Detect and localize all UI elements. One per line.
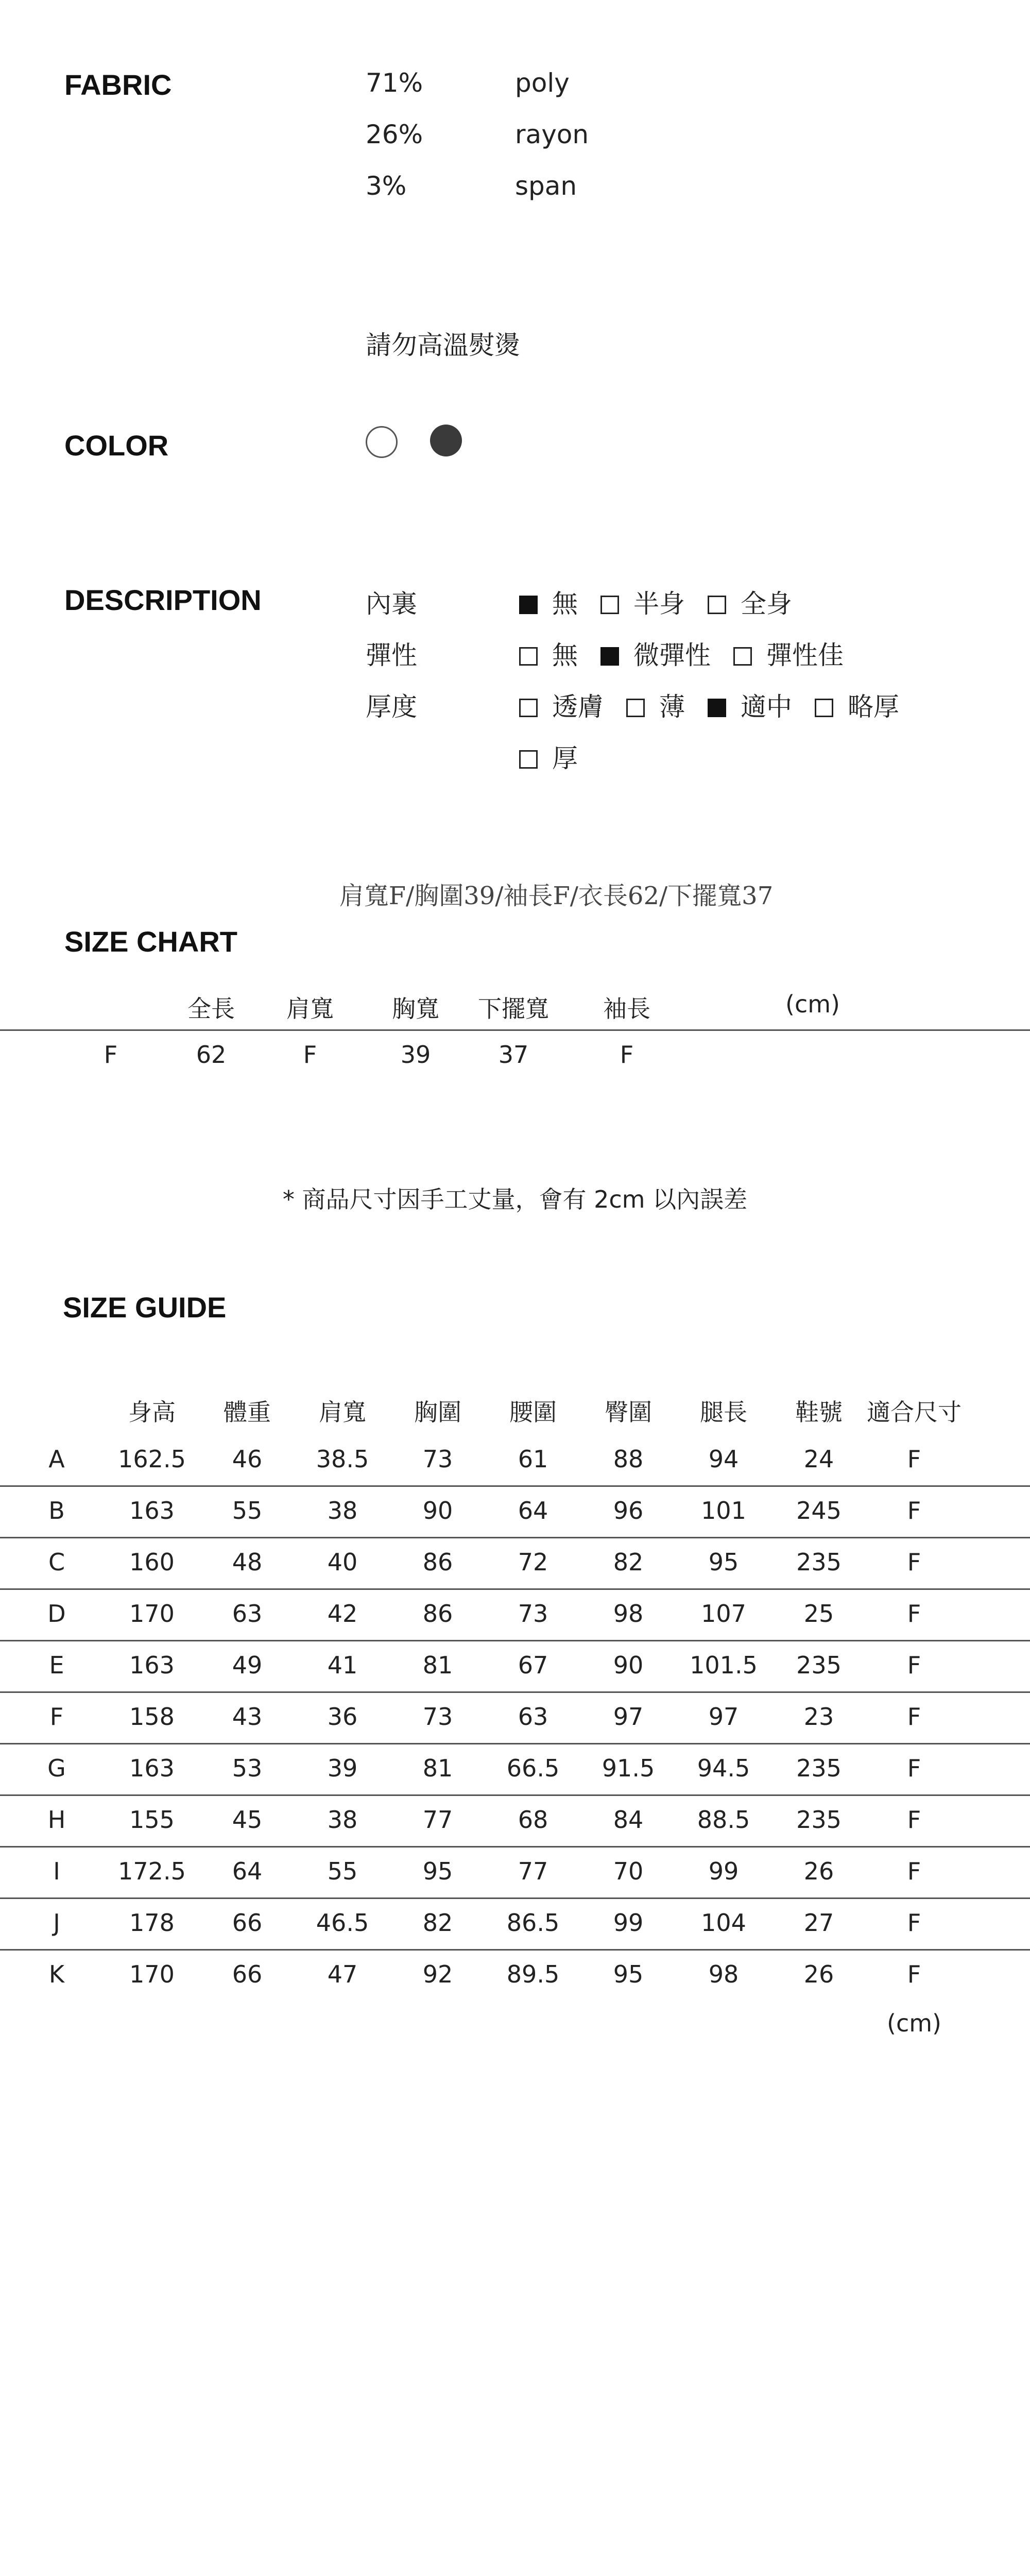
- size-guide-divider: [0, 1537, 1030, 1538]
- description-option-label: 無: [552, 589, 578, 619]
- description-option-label: 彈性佳: [766, 640, 844, 670]
- size-guide-heading: SIZE GUIDE: [63, 1291, 227, 1324]
- size-guide-cell: 81: [422, 1754, 453, 1782]
- size-guide-cell: 235: [796, 1754, 842, 1782]
- size-guide-cell: 95: [422, 1857, 453, 1885]
- size-guide-cell: I: [53, 1857, 60, 1885]
- size-guide-divider: [0, 1897, 1030, 1899]
- size-chart-row: [0, 1041, 1030, 1072]
- size-guide-cell: 95: [708, 1548, 739, 1576]
- size-guide-cell: C: [48, 1548, 65, 1576]
- size-guide-header: 腰圍: [509, 1398, 557, 1426]
- description-option-label: 厚: [552, 743, 578, 773]
- size-guide-cell: F: [907, 1909, 921, 1937]
- size-guide-cell: 73: [518, 1600, 548, 1628]
- size-guide-cell: 98: [613, 1600, 644, 1628]
- size-guide-cell: 45: [232, 1806, 263, 1834]
- size-guide-cell: 66: [232, 1960, 263, 1988]
- size-chart-cell: F: [620, 1041, 634, 1069]
- size-guide-cell: 68: [518, 1806, 548, 1834]
- size-guide-cell: 163: [129, 1651, 175, 1679]
- size-guide-cell: 235: [796, 1806, 842, 1834]
- size-guide-row: [0, 1960, 1030, 1991]
- fabric-material-1: poly: [515, 68, 570, 98]
- size-guide-cell: 38: [327, 1806, 358, 1834]
- size-guide-cell: 70: [613, 1857, 644, 1885]
- size-guide-cell: 67: [518, 1651, 548, 1679]
- size-guide-cell: B: [48, 1497, 65, 1524]
- size-guide-cell: K: [48, 1960, 65, 1988]
- size-guide-cell: 94: [708, 1445, 739, 1473]
- size-guide-cell: 96: [613, 1497, 644, 1524]
- size-guide-cell: 155: [129, 1806, 175, 1834]
- size-guide-cell: H: [47, 1806, 66, 1834]
- size-guide-cell: 64: [518, 1497, 548, 1524]
- size-guide-cell: 61: [518, 1445, 548, 1473]
- size-guide-cell: 101.5: [690, 1651, 758, 1679]
- fabric-material-3: span: [515, 171, 577, 201]
- size-guide-cell: 86.5: [506, 1909, 560, 1937]
- size-chart-cell: 39: [400, 1041, 431, 1069]
- checked-box-icon: [519, 596, 538, 614]
- description-option-label: 無: [552, 640, 578, 670]
- size-guide-cell: F: [907, 1548, 921, 1576]
- size-guide-cell: 77: [518, 1857, 548, 1885]
- size-chart-heading: SIZE CHART: [64, 925, 237, 958]
- size-guide-divider: [0, 1743, 1030, 1744]
- size-guide-cell: 63: [232, 1600, 263, 1628]
- fabric-pct-2: 26%: [366, 120, 423, 149]
- size-guide-cell: J: [53, 1909, 60, 1937]
- size-guide-cell: 97: [613, 1703, 644, 1731]
- size-guide-cell: 88: [613, 1445, 644, 1473]
- size-guide-unit: (cm): [887, 2009, 941, 2037]
- size-guide-cell: F: [907, 1600, 921, 1628]
- size-guide-cell: E: [49, 1651, 64, 1679]
- description-heading: DESCRIPTION: [64, 584, 262, 616]
- description-option-label: 略厚: [848, 692, 899, 722]
- size-guide-cell: 41: [327, 1651, 358, 1679]
- size-guide-cell: 160: [129, 1548, 175, 1576]
- size-guide-cell: F: [907, 1497, 921, 1524]
- size-guide-divider: [0, 1588, 1030, 1590]
- size-guide-divider: [0, 1794, 1030, 1796]
- checked-box-icon: [708, 699, 726, 717]
- description-option-label: 薄: [659, 692, 685, 722]
- size-guide-row: [0, 1909, 1030, 1940]
- color-heading: COLOR: [64, 429, 169, 462]
- size-chart-note: * 商品尺寸因手工丈量，會有 2cm 以內誤差: [282, 1185, 748, 1213]
- unchecked-box-icon: [519, 647, 538, 666]
- care-note: 請勿高溫熨燙: [366, 330, 520, 360]
- size-guide-cell: 64: [232, 1857, 263, 1885]
- size-guide-cell: 235: [796, 1651, 842, 1679]
- size-guide-cell: 40: [327, 1548, 358, 1576]
- size-guide-cell: 162.5: [118, 1445, 186, 1473]
- size-guide-cell: 235: [796, 1548, 842, 1576]
- size-guide-cell: 39: [327, 1754, 358, 1782]
- size-guide-cell: D: [47, 1600, 66, 1628]
- size-guide-cell: 26: [803, 1857, 834, 1885]
- size-guide-row: [0, 1754, 1030, 1785]
- size-guide-cell: 38: [327, 1497, 358, 1524]
- size-guide-cell: 48: [232, 1548, 263, 1576]
- size-guide-cell: 95: [613, 1960, 644, 1988]
- description-option-label: 透膚: [552, 692, 604, 722]
- size-guide-cell: F: [907, 1960, 921, 1988]
- description-label: 彈性: [366, 640, 417, 670]
- size-guide-row: [0, 1445, 1030, 1476]
- description-option-label: 全身: [741, 589, 792, 619]
- size-guide-cell: 101: [701, 1497, 746, 1524]
- size-guide-cell: F: [907, 1445, 921, 1473]
- size-guide-cell: 90: [613, 1651, 644, 1679]
- size-guide-cell: 66.5: [506, 1754, 560, 1782]
- size-guide-cell: 46.5: [316, 1909, 369, 1937]
- unchecked-box-icon: [600, 596, 619, 614]
- size-guide-cell: 24: [803, 1445, 834, 1473]
- size-guide-cell: 73: [422, 1703, 453, 1731]
- size-guide-cell: 104: [701, 1909, 746, 1937]
- size-guide-cell: 107: [701, 1600, 746, 1628]
- fabric-pct-1: 71%: [366, 68, 423, 98]
- size-guide-cell: G: [47, 1754, 66, 1782]
- description-option-label: 微彈性: [633, 640, 711, 670]
- fabric-material-2: rayon: [515, 120, 589, 149]
- size-guide-divider: [0, 1640, 1030, 1641]
- size-guide-divider: [0, 1949, 1030, 1951]
- size-guide-cell: 163: [129, 1497, 175, 1524]
- size-guide-divider: [0, 1846, 1030, 1848]
- size-guide-cell: 178: [129, 1909, 175, 1937]
- size-guide-cell: 170: [129, 1960, 175, 1988]
- size-guide-row: [0, 1703, 1030, 1734]
- size-chart-header: 下擺寬: [478, 995, 549, 1023]
- size-guide-row: [0, 1857, 1030, 1888]
- size-guide-cell: 245: [796, 1497, 842, 1524]
- size-guide-cell: 49: [232, 1651, 263, 1679]
- size-guide-header: 胸圍: [414, 1398, 461, 1426]
- size-guide-cell: 25: [803, 1600, 834, 1628]
- size-guide-cell: 42: [327, 1600, 358, 1628]
- size-guide-cell: 88.5: [697, 1806, 750, 1834]
- size-guide-header: 身高: [128, 1398, 176, 1426]
- size-guide-cell: 172.5: [118, 1857, 186, 1885]
- size-guide-cell: 81: [422, 1651, 453, 1679]
- color-swatch-white: [366, 426, 398, 458]
- size-guide-cell: 55: [327, 1857, 358, 1885]
- size-guide-cell: 82: [422, 1909, 453, 1937]
- size-chart-unit: (cm): [785, 990, 840, 1018]
- unchecked-box-icon: [519, 699, 538, 717]
- size-guide-cell: 98: [708, 1960, 739, 1988]
- size-guide-cell: 91.5: [602, 1754, 655, 1782]
- size-guide-cell: 72: [518, 1548, 548, 1576]
- size-guide-header: 鞋號: [795, 1398, 843, 1426]
- size-chart-header: 袖長: [603, 995, 650, 1023]
- size-guide-cell: 38.5: [316, 1445, 369, 1473]
- color-swatch-dark: [430, 425, 462, 456]
- size-summary: 肩寬F/胸圍39/袖長F/衣長62/下擺寬37: [339, 882, 774, 910]
- size-chart-header: 全長: [187, 995, 235, 1023]
- size-guide-cell: 73: [422, 1445, 453, 1473]
- size-guide-header: 腿長: [700, 1398, 747, 1426]
- size-guide-cell: 46: [232, 1445, 263, 1473]
- description-options: [519, 738, 600, 775]
- size-guide-cell: F: [907, 1703, 921, 1731]
- size-chart-header: 胸寬: [392, 995, 439, 1023]
- size-guide-cell: 47: [327, 1960, 358, 1988]
- fabric-heading: FABRIC: [64, 69, 172, 101]
- size-guide-cell: 84: [613, 1806, 644, 1834]
- size-guide-cell: 163: [129, 1754, 175, 1782]
- description-options: [519, 583, 815, 620]
- size-guide-cell: 94.5: [697, 1754, 750, 1782]
- size-guide-header: 適合尺寸: [867, 1398, 962, 1426]
- size-guide-row: [0, 1548, 1030, 1579]
- size-guide-cell: 82: [613, 1548, 644, 1576]
- size-chart-header-row: [0, 990, 1030, 1021]
- fabric-pct-3: 3%: [366, 171, 407, 201]
- size-guide-cell: 43: [232, 1703, 263, 1731]
- size-guide-row: [0, 1651, 1030, 1682]
- size-chart-cell: 62: [196, 1041, 227, 1069]
- size-chart-header: 肩寬: [286, 995, 334, 1023]
- size-chart-cell: F: [303, 1041, 317, 1069]
- size-chart-cell: F: [104, 1041, 118, 1069]
- size-guide-cell: 66: [232, 1909, 263, 1937]
- size-guide-cell: 86: [422, 1548, 453, 1576]
- unchecked-box-icon: [815, 699, 833, 717]
- size-guide-cell: F: [49, 1703, 64, 1731]
- size-guide-cell: F: [907, 1651, 921, 1679]
- size-guide-cell: F: [907, 1806, 921, 1834]
- description-option-label: 半身: [633, 589, 685, 619]
- size-guide-cell: 99: [708, 1857, 739, 1885]
- size-guide-cell: 53: [232, 1754, 263, 1782]
- size-guide-cell: 86: [422, 1600, 453, 1628]
- size-guide-cell: 99: [613, 1909, 644, 1937]
- unchecked-box-icon: [519, 750, 538, 769]
- description-options: [519, 635, 866, 672]
- size-guide-cell: F: [907, 1857, 921, 1885]
- size-guide-cell: 36: [327, 1703, 358, 1731]
- size-chart-cell: 37: [498, 1041, 529, 1069]
- description-options: [519, 686, 922, 723]
- size-guide-header: 肩寬: [319, 1398, 366, 1426]
- size-guide-cell: 77: [422, 1806, 453, 1834]
- size-guide-cell: 27: [803, 1909, 834, 1937]
- size-guide-divider: [0, 1485, 1030, 1487]
- size-guide-cell: 26: [803, 1960, 834, 1988]
- unchecked-box-icon: [626, 699, 645, 717]
- size-guide-cell: A: [48, 1445, 65, 1473]
- size-guide-cell: 90: [422, 1497, 453, 1524]
- size-guide-header: 臀圍: [605, 1398, 652, 1426]
- size-guide-cell: 158: [129, 1703, 175, 1731]
- size-guide-cell: 63: [518, 1703, 548, 1731]
- size-guide-row: [0, 1600, 1030, 1631]
- size-guide-cell: 170: [129, 1600, 175, 1628]
- size-guide-cell: F: [907, 1754, 921, 1782]
- size-guide-header-row: [0, 1394, 1030, 1425]
- description-option-label: 適中: [741, 692, 792, 722]
- size-guide-row: [0, 1806, 1030, 1837]
- size-guide-cell: 55: [232, 1497, 263, 1524]
- size-guide-cell: 92: [422, 1960, 453, 1988]
- size-guide-header: 體重: [224, 1398, 271, 1426]
- size-guide-divider: [0, 1691, 1030, 1693]
- size-guide-row: [0, 1497, 1030, 1528]
- size-guide-cell: 97: [708, 1703, 739, 1731]
- size-guide-cell: 89.5: [506, 1960, 560, 1988]
- size-chart-divider: [0, 1029, 1030, 1031]
- unchecked-box-icon: [708, 596, 726, 614]
- description-label: 內裏: [366, 589, 417, 619]
- unchecked-box-icon: [733, 647, 752, 666]
- size-guide-cell: 23: [803, 1703, 834, 1731]
- checked-box-icon: [600, 647, 619, 666]
- description-label: 厚度: [366, 692, 417, 722]
